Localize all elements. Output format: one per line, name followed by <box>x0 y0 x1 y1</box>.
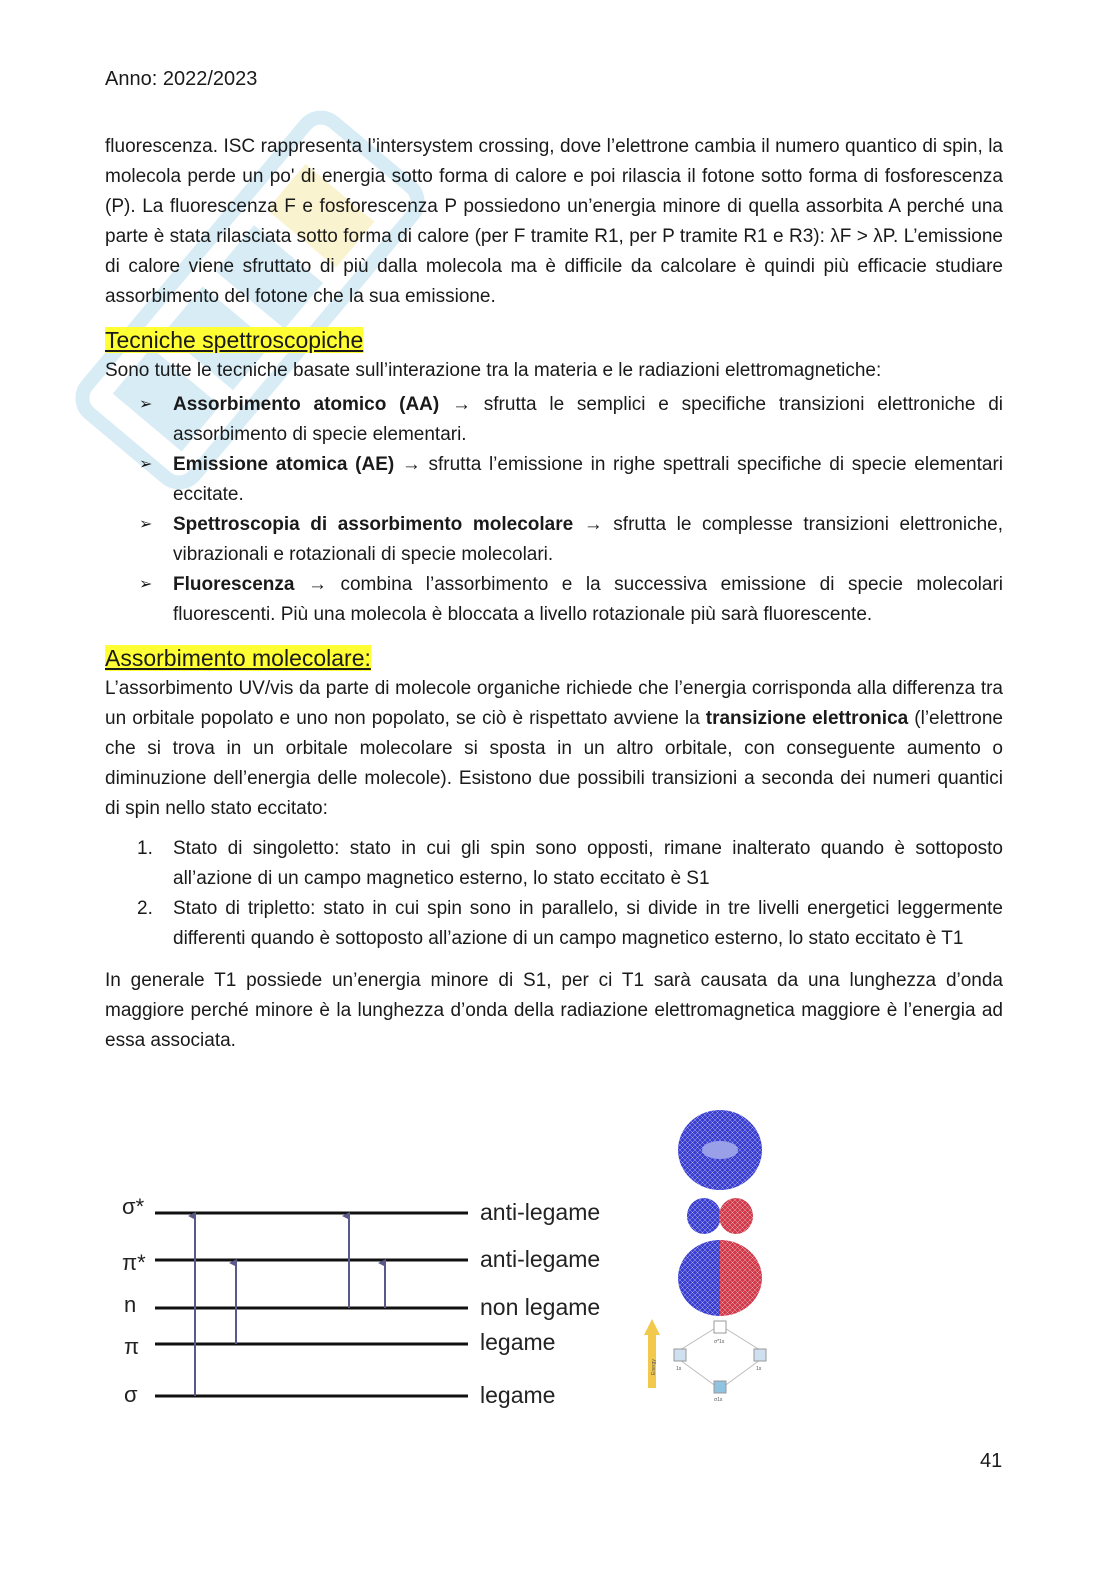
bullet-arrow-icon: ➢ <box>139 516 153 533</box>
level-symbol: n <box>124 1292 137 1317</box>
level-symbol: π <box>124 1334 140 1359</box>
level-label: anti-legame <box>480 1246 601 1272</box>
mo-box-icon <box>674 1349 686 1361</box>
closing-paragraph: In generale T1 possiede un’energia minore di S1, per ci T1 sarà causata da una lunghezza d’onda maggiore perché minore è la lunghezza d’onda della radiazione elettromagnetica maggiore è l’energia ad essa associata. <box>105 970 1003 1051</box>
section1-intro: Sono tutte le tecniche basate sull’interazione tra la materia e le radiazioni elettromagnetiche: <box>105 360 882 381</box>
section-heading-assorbimento: Assorbimento molecolare: <box>105 645 371 671</box>
list-item: ➢ Emissione atomica (AE) → sfrutta l’emissione in righe spettrali specifiche di specie elementari eccitate. <box>173 450 1003 510</box>
list-item: ➢ Assorbimento atomico (AA) → sfrutta le semplici e specifiche transizioni elettroniche di assorbimento di specie elementari. <box>173 390 1003 450</box>
section2-paragraph: L’assorbimento UV/vis da parte di molecole organiche richiede che l’energia corrisponda alla differenza tra un orbitale popolato e uno non popolato, se ciò è rispettato avviene la transizione elettronica (l’elettrone che si trova in un orbitale molecolare si sposta in un altro orbitale, con conseguente aumento o diminuzione dell’energia delle molecole). Esistono due possibili transizioni a seconda dei numeri quantici di spin nello stato eccitato: <box>105 678 1003 819</box>
level-label: anti-legame <box>480 1199 601 1225</box>
svg-text:σ*1s: σ*1s <box>714 1339 725 1345</box>
main-content <box>105 132 1003 1056</box>
bullet-arrow-icon: ➢ <box>139 396 153 413</box>
level-symbol: σ <box>124 1382 138 1407</box>
list-item: ➢ Fluorescenza → combina l’assorbimento e la successiva emissione di specie molecolari fluorescenti. Più una molecola è bloccata a livello rotazionale più sarà fluorescente. <box>173 570 1003 630</box>
list-item: 1. Stato di singoletto: stato in cui gli spin sono opposti, rimane inalterato quando è sottoposto all’azione di un campo magnetico esterno, lo stato eccitato è S1 <box>137 838 1003 889</box>
bullet-arrow-icon: ➢ <box>139 576 153 593</box>
svg-text:1s: 1s <box>676 1366 682 1372</box>
mo-box-icon <box>714 1321 726 1333</box>
bullet-arrow-icon: ➢ <box>139 456 153 473</box>
level-label: non legame <box>480 1294 601 1320</box>
mo-box-icon <box>714 1381 726 1393</box>
list-item: 2. Stato di tripletto: stato in cui spin sono in parallelo, si divide in tre livelli energetici leggermente differenti quando è sottoposto all’azione di un campo magnetico esterno, lo stato eccitato è T1 <box>137 898 1003 949</box>
svg-text:1s: 1s <box>756 1366 762 1372</box>
level-label: legame <box>480 1329 556 1355</box>
molecular-orbital-illustration <box>640 1105 780 1405</box>
level-label: legame <box>480 1382 556 1408</box>
spin-states-list <box>105 834 1003 954</box>
mo-box-icon <box>754 1349 766 1361</box>
energy-level-diagram <box>110 1180 630 1420</box>
svg-text:σ1s: σ1s <box>714 1397 723 1403</box>
level-symbol: σ* <box>122 1194 145 1219</box>
intro-paragraph: fluorescenza. ISC rappresenta l’intersystem crossing, dove l’elettrone cambia il numero quantico di spin, la molecola perde un po' di energia sotto forma di calore e poi rilascia il fotone sotto forma di fosforescenza (P). La fluorescenza F e fosforescenza P possiedono un’energia minore di quella assorbita A perché una parte è stata rilasciata sotto forma di calore (per F tramite R1, per P tramite R1 e R3): λF > λP. L’emissione di calore viene sfruttato di più dalla molecola ma è difficile da calcolare è quindi più efficacie studiare assorbimento del fotone che la sua emissione. <box>105 136 1003 307</box>
page-number: 41 <box>980 1450 1003 1472</box>
page-header-year: Anno: 2022/2023 <box>105 68 258 90</box>
level-symbol: π* <box>122 1250 146 1275</box>
list-item: ➢ Spettroscopia di assorbimento molecolare → sfrutta le complesse transizioni elettroniche, vibrazionali e rotazionali di specie molecolari. <box>173 510 1003 570</box>
svg-text:Energy: Energy <box>651 1359 657 1375</box>
section-heading-tecniche: Tecniche spettroscopiche <box>105 327 364 353</box>
techniques-list <box>105 390 1003 630</box>
